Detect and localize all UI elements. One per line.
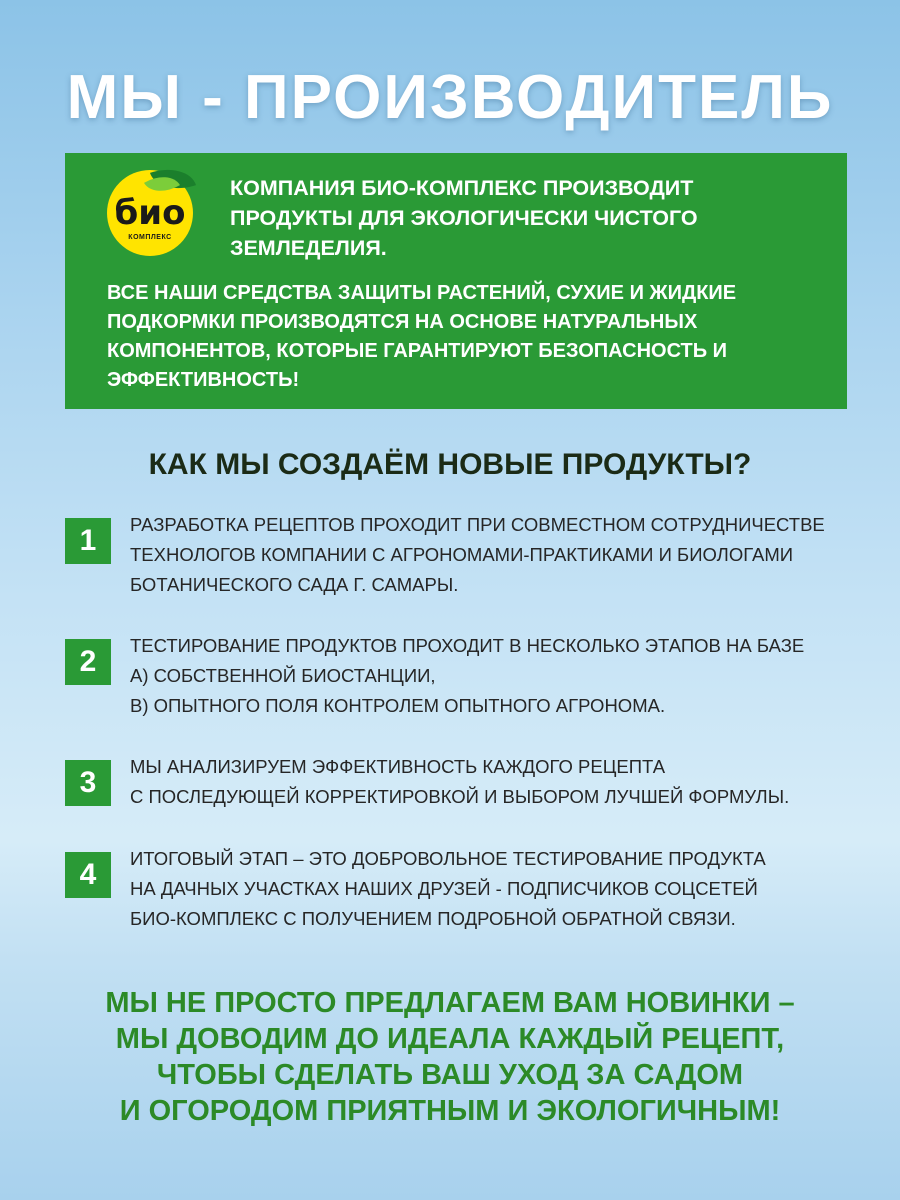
step-text: [130, 631, 855, 721]
closing-line: МЫ ДОВОДИМ ДО ИДЕАЛА КАЖДЫЙ РЕЦЕПТ,: [115, 1023, 785, 1055]
closing-line: ЧТОБЫ СДЕЛАТЬ ВАШ УХОД ЗА САДОМ: [156, 1059, 744, 1091]
intro-body-line: КОМПОНЕНТОВ, КОТОРЫЕ ГАРАНТИРУЮТ БЕЗОПАСНОСТЬ И: [107, 340, 728, 362]
closing-line: МЫ НЕ ПРОСТО ПРЕДЛАГАЕМ ВАМ НОВИНКИ –: [105, 987, 795, 1019]
step-text: [130, 752, 855, 812]
step-line: НА ДАЧНЫХ УЧАСТКАХ НАШИХ ДРУЗЕЙ - ПОДПИСЧИКОВ СОЦСЕТЕЙ: [130, 878, 758, 899]
intro-body-line: ВСЕ НАШИ СРЕДСТВА ЗАЩИТЫ РАСТЕНИЙ, СУХИЕ И ЖИДКИЕ: [107, 282, 737, 304]
step-line: ТЕХНОЛОГОВ КОМПАНИИ С АГРОНОМАМИ-ПРАКТИКАМИ И БИОЛОГАМИ: [130, 544, 794, 565]
step-line: РАЗРАБОТКА РЕЦЕПТОВ ПРОХОДИТ ПРИ СОВМЕСТНОМ СОТРУДНИЧЕСТВЕ: [130, 514, 825, 535]
logo-subtitle: КОМПЛЕКС: [128, 234, 172, 241]
intro-headline-line: ЗЕМЛЕДЕЛИЯ.: [230, 236, 387, 260]
step-line: ТЕСТИРОВАНИЕ ПРОДУКТОВ ПРОХОДИТ В НЕСКОЛЬКО ЭТАПОВ НА БАЗЕ: [130, 635, 805, 656]
closing-statement: [0, 985, 900, 1129]
closing-line: И ОГОРОДОМ ПРИЯТНЫМ И ЭКОЛОГИЧНЫМ!: [119, 1095, 781, 1127]
step-line: С ПОСЛЕДУЮЩЕЙ КОРРЕКТИРОВКОЙ И ВЫБОРОМ ЛУЧШЕЙ ФОРМУЛЫ.: [130, 786, 790, 807]
step-line: А) СОБСТВЕННОЙ БИОСТАНЦИИ,: [130, 665, 436, 686]
intro-headline-line: ПРОДУКТЫ ДЛЯ ЭКОЛОГИЧЕСКИ ЧИСТОГО: [230, 206, 698, 230]
step-line: ИТОГОВЫЙ ЭТАП – ЭТО ДОБРОВОЛЬНОЕ ТЕСТИРОВАНИЕ ПРОДУКТА: [130, 848, 766, 869]
step-number-badge: 4: [65, 852, 111, 898]
intro-body-line: ЭФФЕКТИВНОСТЬ!: [107, 369, 300, 391]
intro-body: [107, 279, 827, 395]
intro-headline: [230, 173, 830, 263]
step-number-badge: 2: [65, 639, 111, 685]
logo-word: био: [114, 193, 186, 233]
step-line: БОТАНИЧЕСКОГО САДА Г. САМАРЫ.: [130, 574, 459, 595]
intro-body-line: ПОДКОРМКИ ПРОИЗВОДЯТСЯ НА ОСНОВЕ НАТУРАЛЬНЫХ: [107, 311, 698, 333]
step-number-badge: 3: [65, 760, 111, 806]
intro-panel: [65, 153, 847, 409]
bio-kompleks-logo: [107, 166, 197, 256]
section-title: КАК МЫ СОЗДАЁМ НОВЫЕ ПРОДУКТЫ?: [148, 448, 752, 481]
step-text: [130, 510, 855, 600]
intro-headline-line: КОМПАНИЯ БИО-КОМПЛЕКС ПРОИЗВОДИТ: [230, 176, 694, 200]
step-number-badge: 1: [65, 518, 111, 564]
step-text: [130, 844, 855, 934]
step-line: В) ОПЫТНОГО ПОЛЯ КОНТРОЛЕМ ОПЫТНОГО АГРОНОМА.: [130, 695, 666, 716]
step-line: МЫ АНАЛИЗИРУЕМ ЭФФЕКТИВНОСТЬ КАЖДОГО РЕЦЕПТА: [130, 756, 666, 777]
step-line: БИО-КОМПЛЕКС С ПОЛУЧЕНИЕМ ПОДРОБНОЙ ОБРАТНОЙ СВЯЗИ.: [130, 908, 736, 929]
page-title: МЫ - ПРОИЗВОДИТЕЛЬ: [66, 63, 834, 132]
